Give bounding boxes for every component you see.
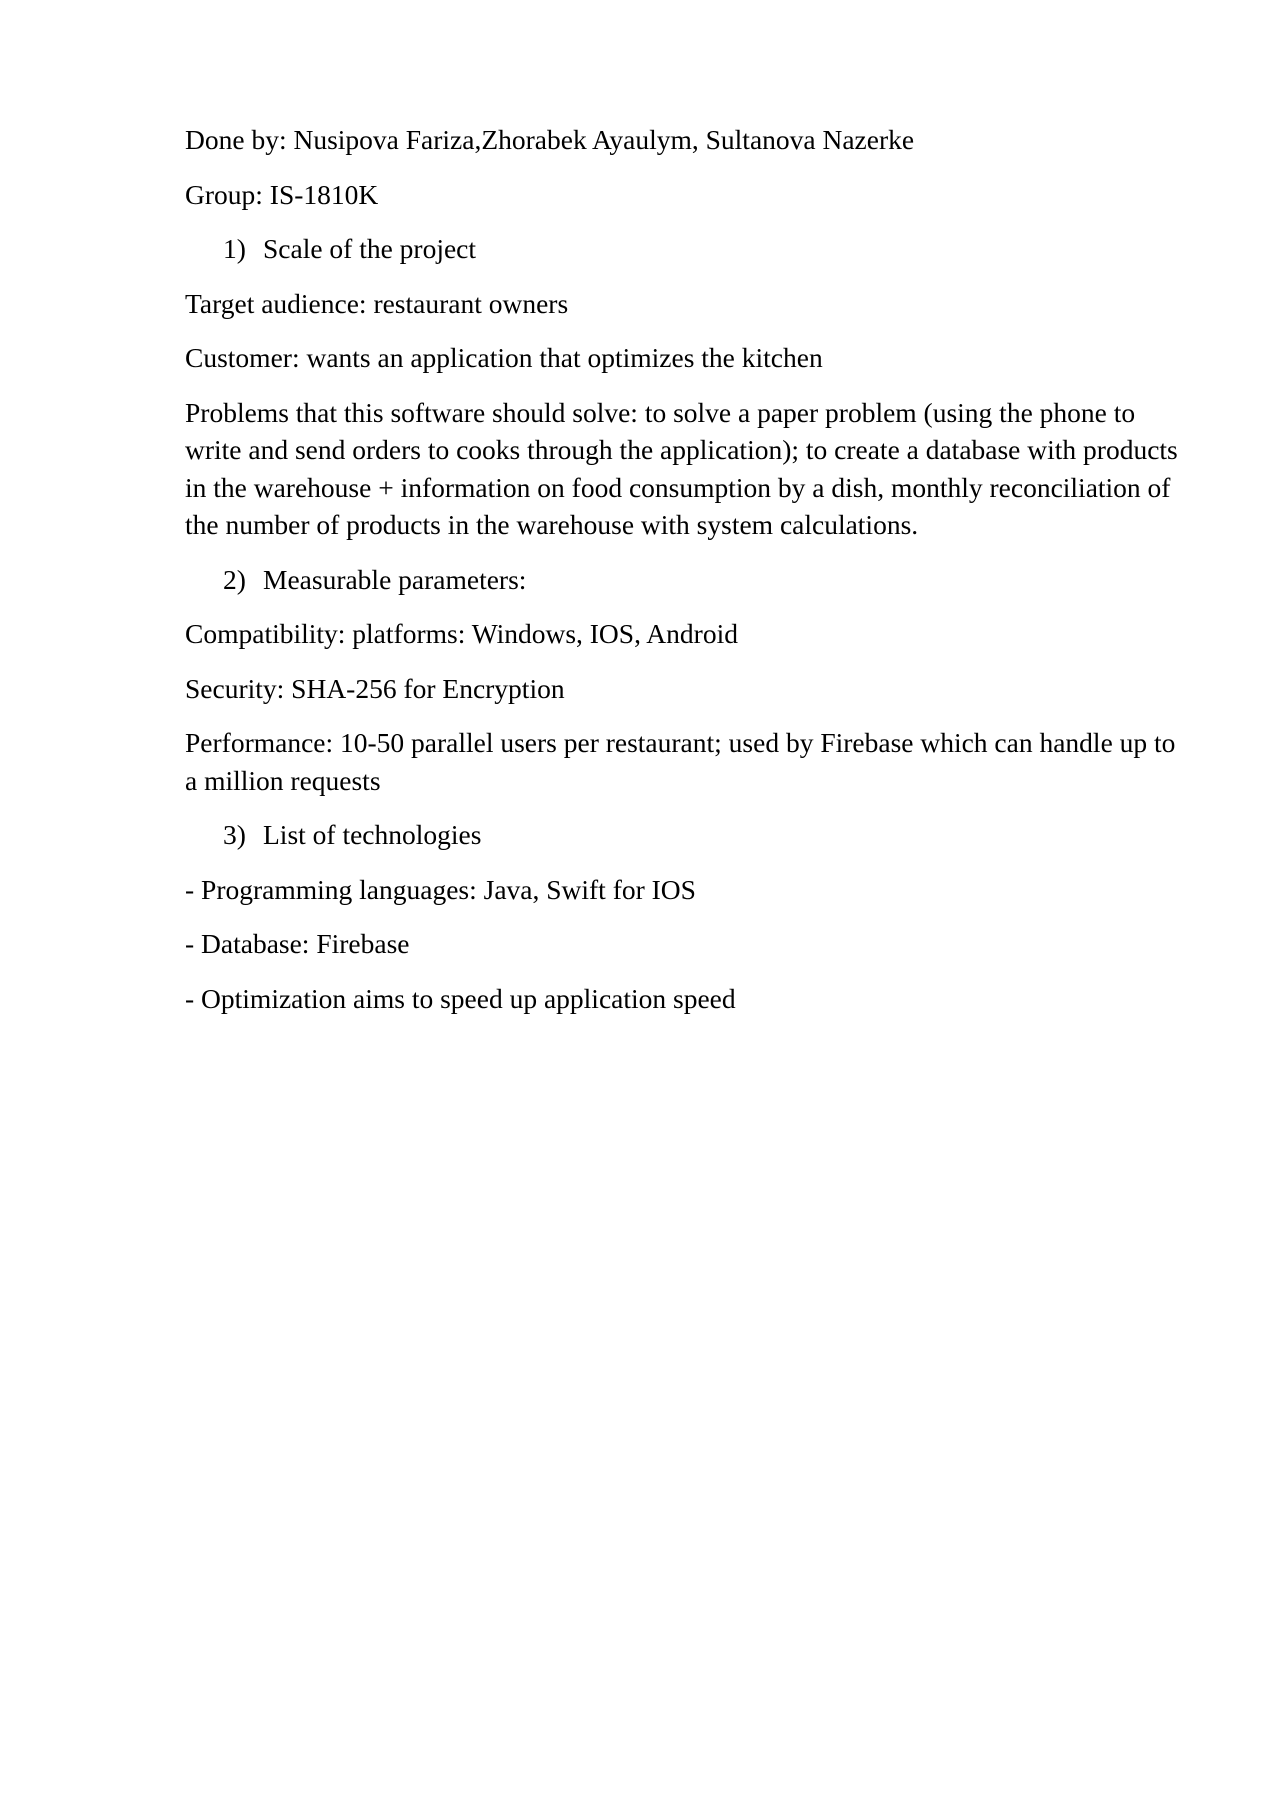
- compatibility-paragraph: Compatibility: platforms: Windows, IOS, Android: [185, 618, 738, 649]
- section-heading-scale: [185, 230, 1180, 268]
- optimization-item: - Optimization aims to speed up application speed: [185, 982, 736, 1014]
- section-number: 2): [223, 563, 246, 595]
- customer-paragraph: Customer: wants an application that optimizes the kitchen: [185, 342, 823, 373]
- performance-paragraph: Performance: 10-50 parallel users per restaurant; used by Firebase which can handle up to a million requests: [185, 727, 1176, 796]
- section-number: 3): [223, 819, 246, 850]
- section-title: Scale of the project: [263, 233, 477, 264]
- authors-line: Done by: Nusipova Fariza,Zhorabek Ayaulym, Sultanova Nazerke: [185, 124, 915, 155]
- database-item: - Database: Firebase: [185, 928, 410, 959]
- target-audience-paragraph: Target audience: restaurant owners: [185, 287, 569, 319]
- document-body: [185, 121, 1180, 1034]
- section-number: 1): [223, 233, 246, 264]
- languages-item: - Programming languages: Java, Swift for IOS: [185, 873, 696, 905]
- group-line: Group: IS-1810K: [185, 178, 379, 210]
- security-paragraph: Security: SHA-256 for Encryption: [185, 672, 565, 704]
- section-title: Measurable parameters:: [263, 563, 527, 595]
- section-heading-technologies: [185, 816, 1180, 854]
- section-title: List of technologies: [263, 819, 482, 850]
- problems-paragraph: Problems that this software should solve: to solve a paper problem (using the phone to write and send orders to cooks through the application); to create a database with products in the warehouse + information on food consumption by a dish, monthly reconciliation of the number of products in the warehouse with system calculations.: [185, 396, 1178, 540]
- section-heading-parameters: [185, 561, 1180, 599]
